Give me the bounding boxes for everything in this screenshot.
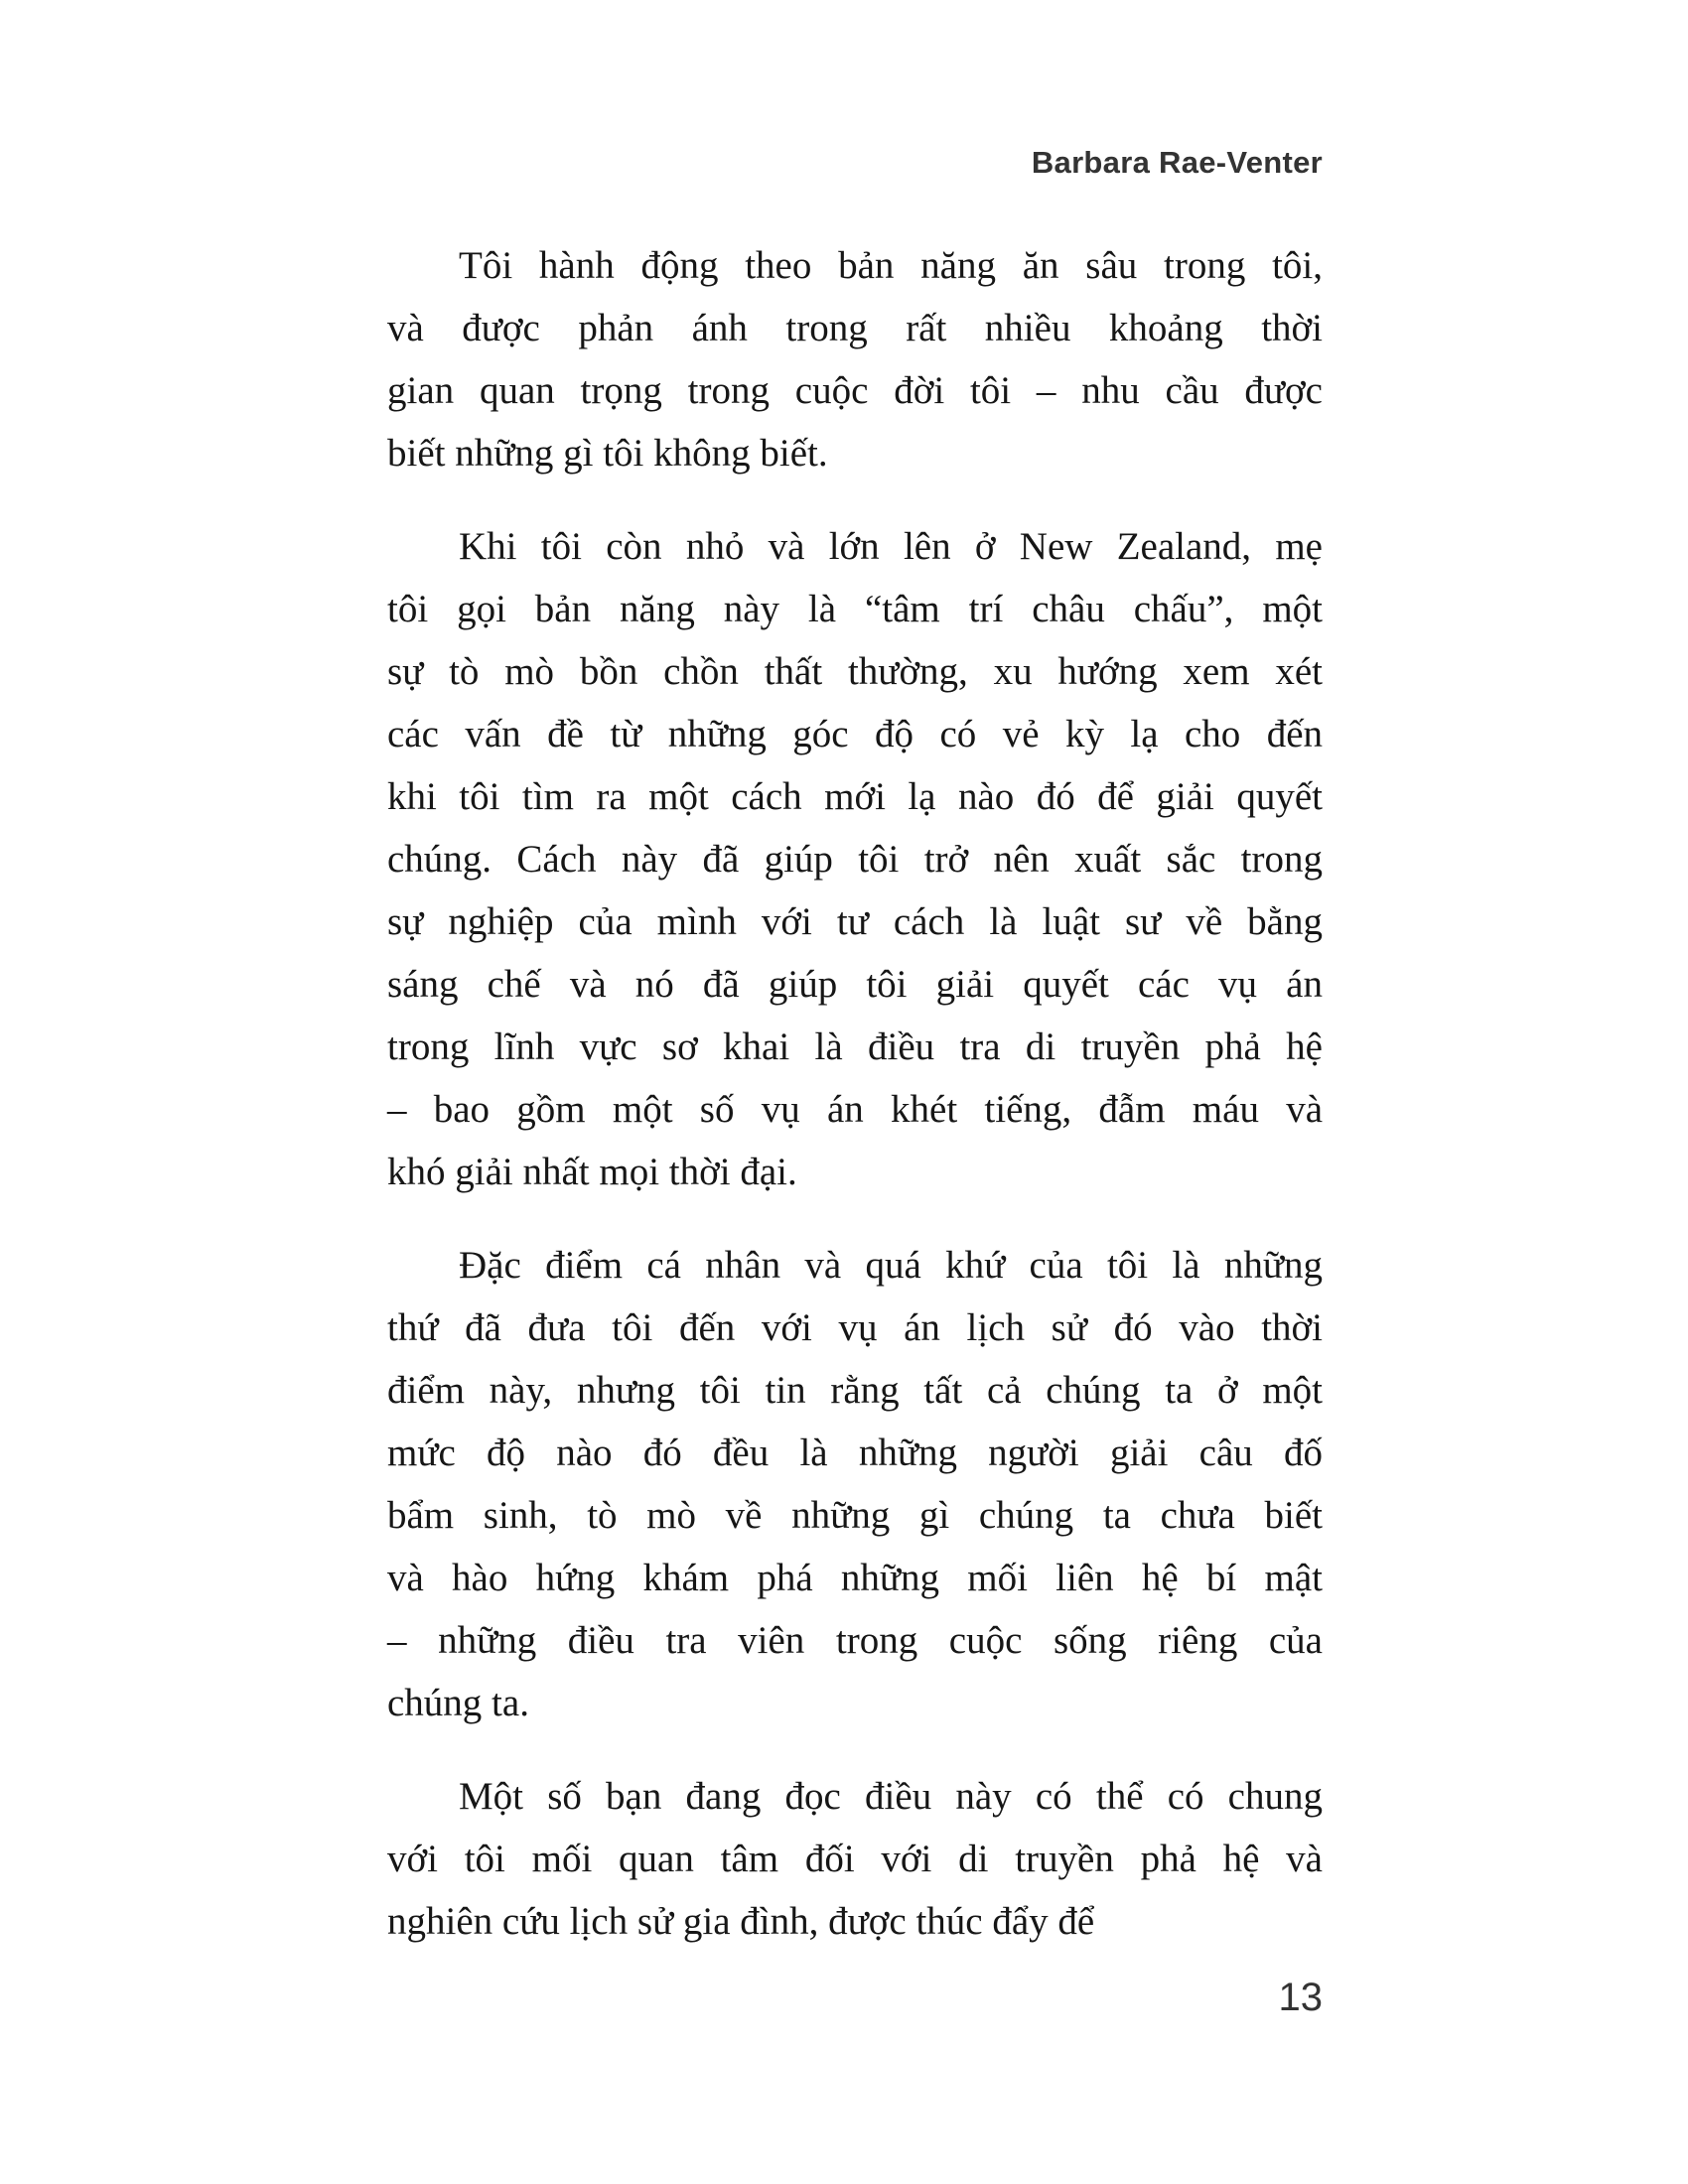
text-line: sự tò mò bồn chồn thất thường, xu hướng xem xét — [387, 650, 1323, 693]
text-line: và được phản ánh trong rất nhiều khoảng thời — [387, 307, 1323, 349]
text-line: với tôi mối quan tâm đối với di truyền phả hệ và — [387, 1838, 1323, 1880]
page-number: 13 — [1278, 1976, 1323, 2019]
text-line: Một số bạn đang đọc điều này có thể có chung — [459, 1775, 1323, 1818]
text-line: – bao gồm một số vụ án khét tiếng, đẫm máu và — [387, 1088, 1323, 1131]
paragraph — [387, 515, 1323, 1203]
text-line: thứ đã đưa tôi đến với vụ án lịch sử đó vào thời — [387, 1306, 1323, 1349]
text-line: khó giải nhất mọi thời đại. — [387, 1151, 797, 1193]
text-line: – những điều tra viên trong cuộc sống riêng của — [387, 1619, 1323, 1662]
text-line: trong lĩnh vực sơ khai là điều tra di truyền phả hệ — [387, 1025, 1323, 1068]
text-line: gian quan trọng trong cuộc đời tôi – nhu cầu được — [387, 369, 1323, 412]
paragraph — [387, 234, 1323, 484]
text-line: Tôi hành động theo bản năng ăn sâu trong tôi, — [459, 244, 1323, 287]
text-line: tôi gọi bản năng này là “tâm trí châu chấu”, một — [387, 588, 1323, 630]
text-line: các vấn đề từ những góc độ có vẻ kỳ lạ cho đến — [387, 713, 1323, 755]
text-line: sáng chế và nó đã giúp tôi giải quyết các vụ án — [387, 963, 1323, 1006]
text-line: biết những gì tôi không biết. — [387, 432, 828, 475]
text-line: và hào hứng khám phá những mối liên hệ bí mật — [387, 1557, 1323, 1599]
text-line: chúng. Cách này đã giúp tôi trở nên xuất sắc trong — [387, 838, 1323, 881]
body-paragraphs — [387, 234, 1323, 1983]
text-line: Đặc điểm cá nhân và quá khứ của tôi là những — [459, 1244, 1323, 1287]
text-line: bẩm sinh, tò mò về những gì chúng ta chưa biết — [387, 1494, 1323, 1537]
paragraph — [387, 1765, 1323, 1953]
text-line: chúng ta. — [387, 1682, 529, 1724]
text-line: khi tôi tìm ra một cách mới lạ nào đó để giải quyết — [387, 775, 1323, 818]
running-header: Barbara Rae-Venter — [1031, 145, 1323, 180]
text-line: nghiên cứu lịch sử gia đình, được thúc đẩy để — [387, 1900, 1095, 1943]
text-line: điểm này, nhưng tôi tin rằng tất cả chúng ta ở một — [387, 1369, 1323, 1412]
paragraph — [387, 1234, 1323, 1734]
text-line: mức độ nào đó đều là những người giải câu đố — [387, 1432, 1323, 1474]
text-line: Khi tôi còn nhỏ và lớn lên ở New Zealand, mẹ — [459, 525, 1323, 568]
text-line: sự nghiệp của mình với tư cách là luật sư về bằng — [387, 900, 1323, 943]
